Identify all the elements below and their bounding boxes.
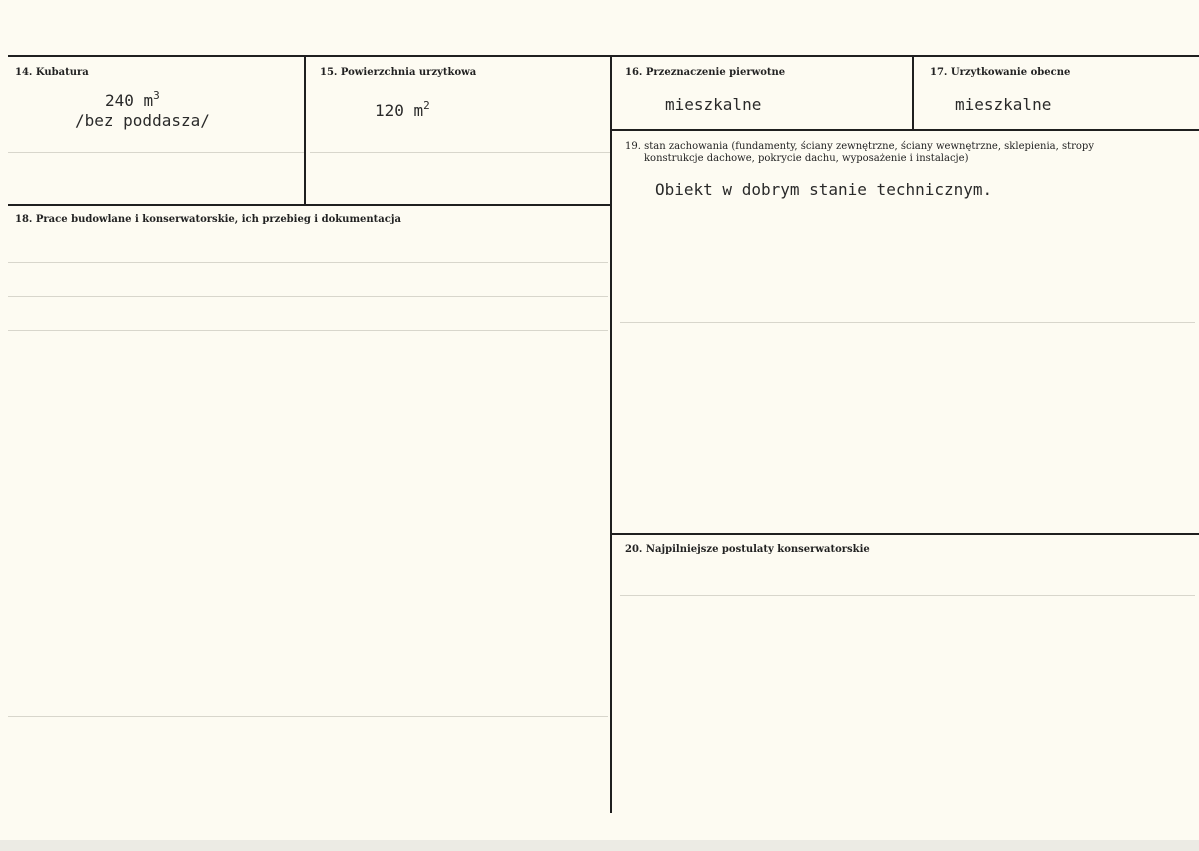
scan-edge bbox=[0, 840, 1199, 851]
field-20-label: 20. Najpilniejsze postulaty konserwatorskie bbox=[625, 544, 870, 555]
rule-under-14-15 bbox=[8, 204, 612, 206]
divider-16-17 bbox=[912, 57, 914, 129]
divider-14-15 bbox=[304, 57, 306, 204]
divider-left-right bbox=[610, 57, 612, 813]
field-17-value: mieszkalne bbox=[955, 95, 1052, 114]
field-16-value: mieszkalne bbox=[665, 95, 762, 114]
field-18-label: 18. Prace budowlane i konserwatorskie, ich przebieg i dokumentacja bbox=[15, 214, 401, 225]
field-15-label: 15. Powierzchnia urzytkowa bbox=[320, 67, 477, 78]
field-14-number: 240 m bbox=[105, 91, 154, 110]
faint-line bbox=[8, 152, 304, 153]
field-15-number: 120 m bbox=[375, 101, 424, 120]
faint-line bbox=[8, 262, 608, 263]
faint-line bbox=[8, 716, 608, 717]
faint-line bbox=[620, 322, 1195, 323]
field-19-label-line1: 19. stan zachowania (fundamenty, ściany zewnętrzne, ściany wewnętrzne, sklepienia, stropy bbox=[625, 141, 1094, 152]
field-19-label-line2: konstrukcje dachowe, pokrycie dachu, wyposażenie i instalacje) bbox=[644, 153, 969, 164]
faint-line bbox=[8, 296, 608, 297]
field-19-value: Obiekt w dobrym stanie technicznym. bbox=[655, 180, 993, 199]
faint-line bbox=[620, 595, 1195, 596]
rule-under-16-17 bbox=[612, 129, 1199, 131]
rule-under-19 bbox=[612, 533, 1199, 535]
field-14-note: /bez poddasza/ bbox=[75, 111, 210, 130]
field-15-unit-exponent: 2 bbox=[423, 99, 430, 112]
field-14-unit-exponent: 3 bbox=[153, 89, 160, 102]
field-14-value bbox=[105, 86, 160, 111]
field-16-label: 16. Przeznaczenie pierwotne bbox=[625, 67, 786, 78]
faint-line bbox=[310, 152, 610, 153]
field-14-label: 14. Kubatura bbox=[15, 67, 89, 78]
faint-line bbox=[8, 330, 608, 331]
top-rule bbox=[8, 55, 1199, 57]
field-15-value bbox=[375, 96, 430, 121]
field-17-label: 17. Urzytkowanie obecne bbox=[930, 67, 1071, 78]
